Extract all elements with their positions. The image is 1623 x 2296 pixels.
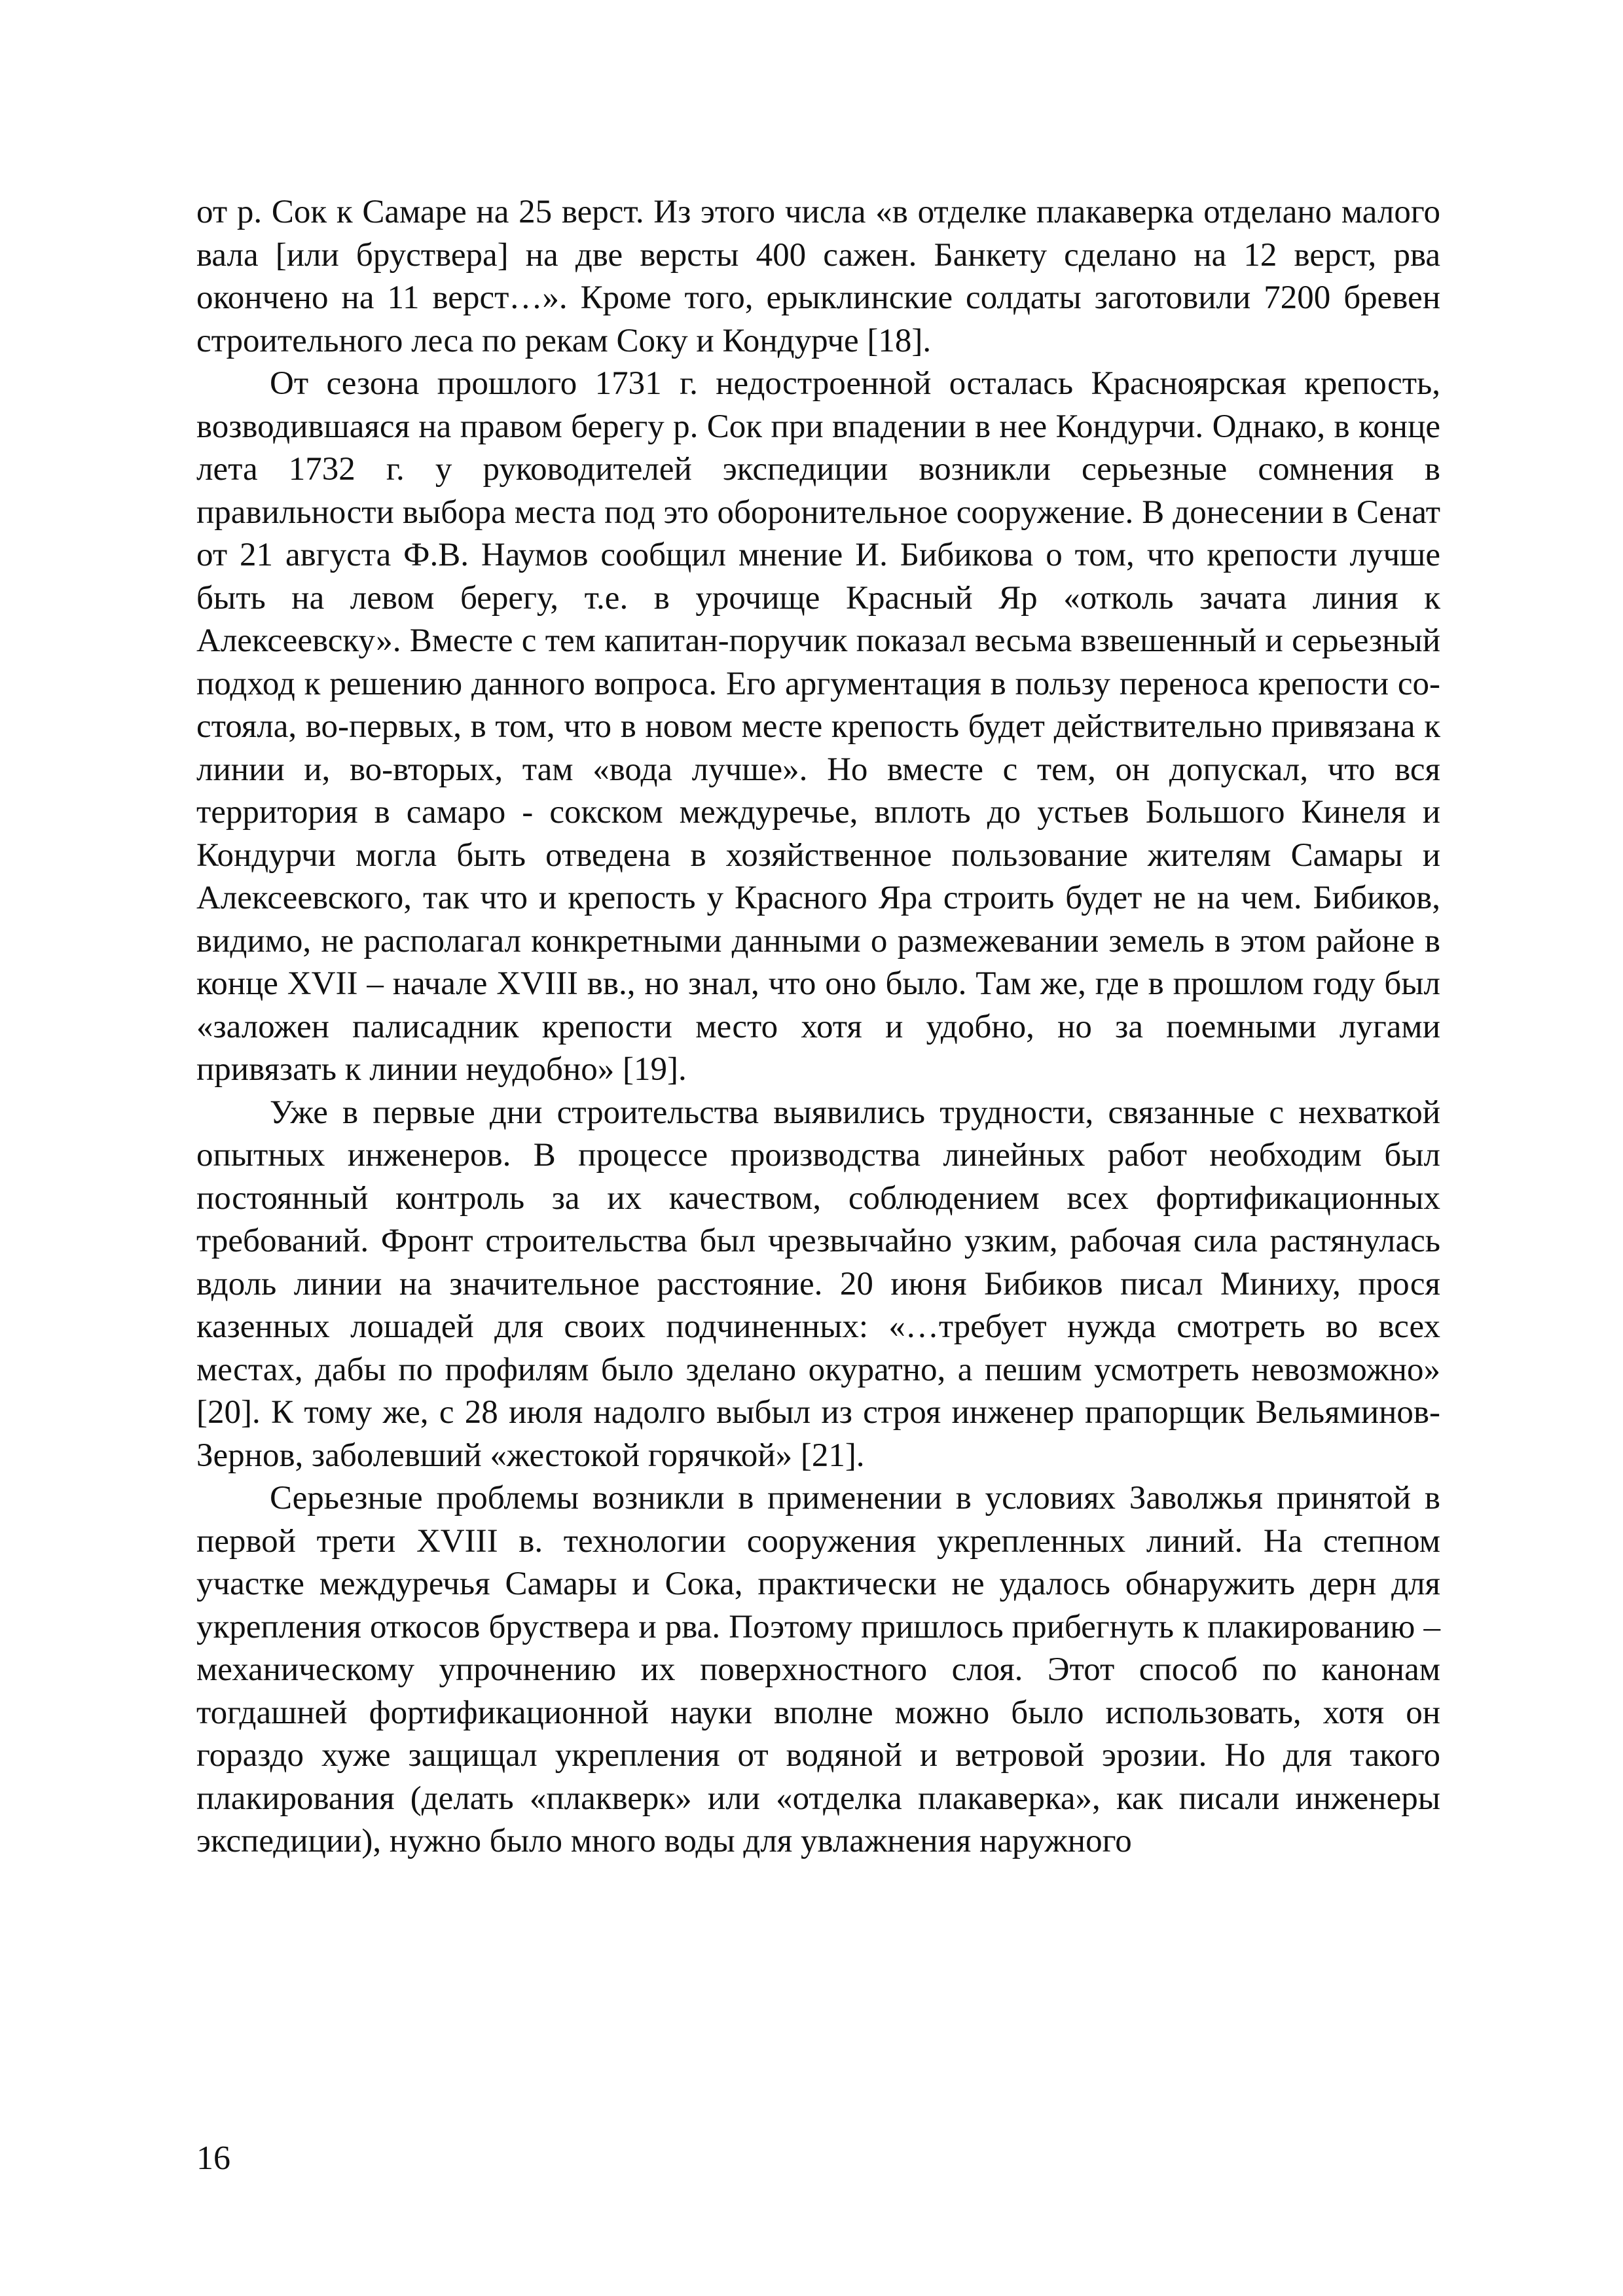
paragraph-continuation: от р. Сок к Самаре на 25 верст. Из этого числа «в отделке плакаверка отделано малого вала [или бруствера] на две версты 400 сажен. Банкету сделано на 12 верст, рва окончено на 11 верст…». Кроме того, ерыклинские солдаты заготовили 7200 бревен строительного леса по рекам Соку и Кондурче [18]. xyxy=(196,194,1440,359)
paragraph-engineer-shortage: Уже в первые дни строительства выявились трудности, связанные с нехваткой опытных инженеров. В процессе производства линейных работ необходим был постоянный контроль за их качеством, соблюдением всех фортификационных требований. Фронт строительства был чрезвычайно узким, рабочая сила растянулась вдоль линии на значительное расстояние. 20 июня Бибиков писал Миниху, прося казенных лошадей для своих подчиненных: «…требует нужда смотреть во всех местах, дабы по профилям было зделано окуратно, а пешим усмотреть невозможно» [20]. К тому же, с 28 июля надолго выбыл из строя инженер прапорщик Вельяминов-Зернов, заболевший «жестокой горячкой» [21]. xyxy=(196,1094,1440,1474)
paragraph-plating-technology: Серьезные проблемы возникли в применении в условиях Заволжья принятой в первой трети XVIII в. технологии сооружения укрепленных линий. На степном участке междуречья Самары и Сока, практически не удалось обнаружить дерн для укрепления откосов бруствера и рва. Поэтому пришлось прибегнуть к плакированию – механическому упрочнению их поверхностного слоя. Этот способ по канонам тогдашней фортификационной науки вполне можно было использовать, хотя он гораздо хуже защищал укрепления от водяной и ветровой эрозии. Но для такого плакирования (делать «плакверк» или «отделка плакаверка», как писали инженеры экспедиции), нужно было много воды для увлажнения наружного xyxy=(196,1480,1440,1859)
paragraph-krasnoyarsk-fortress: От сезона прошлого 1731 г. недостроенной осталась Красноярская крепость, возводившаяся на правом берегу р. Сок при впадении в нее Кондурчи. Однако, в конце лета 1732 г. у руководителей экспедиции возникли серьезные сомнения в правильности выбора места под это оборонительное сооружение. В донесении в Сенат от 21 августа Ф.В. Наумов сообщил мнение И. Бибикова о том, что крепости лучше быть на левом берегу, т.е. в урочище Красный Яр «отколь зачата линия к Алексеевску». Вместе с тем капитан-поручик показал весьма взвешенный и серьезный подход к решению данного вопроса. Его аргументация в пользу переноса крепости состояла, во-первых, в том, что в новом месте крепость будет действительно привязана к линии и, во-вторых, там «вода лучше». Но вместе с тем, он допускал, что вся территория в самаро - сокском междуречье, вплоть до устьев Большого Кинеля и Кондурчи могла быть отведена в хозяйственное пользование жителям Самары и Алексеевского, так что и крепость у Красного Яра строить будет не на чем. Бибиков, видимо, не располагал конкретными данными о размежевании земель в этом районе в конце XVII – начале XVIII вв., но знал, что оно было. Там же, где в прошлом году был «заложен палисадник крепости место хотя и удобно, но за поемными лугами привязать к линии неудобно» [19]. xyxy=(196,365,1440,1088)
body-text xyxy=(196,191,1440,1863)
page-number: 16 xyxy=(196,2140,230,2177)
